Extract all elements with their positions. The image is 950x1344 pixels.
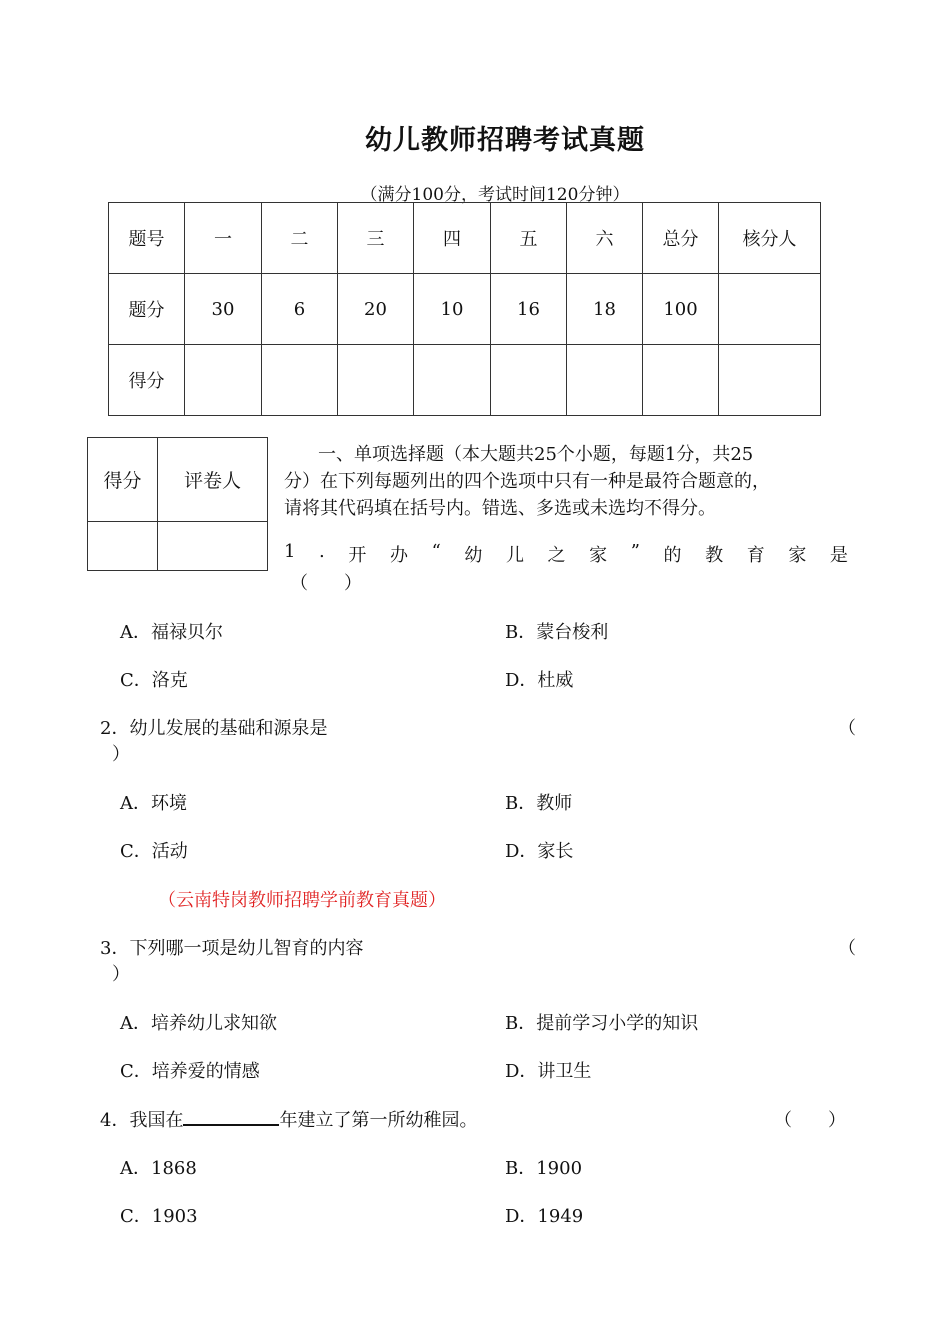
q1-char: ” [630,541,640,562]
answer-bracket-open: （ [838,938,856,959]
option-a: A．环境 [120,793,187,814]
option-c: C．培养爱的情感 [120,1061,260,1082]
grader-score-label: 得分 [88,438,158,522]
instruction-line: 一、单项选择题（本大题共25个小题，每题1分，共25 [318,444,754,465]
option-c: C．活动 [120,841,188,862]
section1-instructions [284,441,832,522]
q1-char: “ [431,541,441,562]
points-cell: 18 [567,274,643,345]
header-cell: 核分人 [719,203,821,274]
q1-char: 1 [284,541,296,562]
score-cell [491,345,567,416]
q4-text-before: 4．我国在 [100,1110,184,1131]
score-cell [185,345,262,416]
q1-char: 育 [746,545,765,566]
question-1-text [284,541,848,567]
header-cell: 六 [567,203,643,274]
option-b: B．蒙台梭利 [505,622,609,643]
points-cell [719,274,821,345]
header-cell: 四 [414,203,491,274]
header-cell: 题号 [109,203,185,274]
points-cell: 6 [262,274,338,345]
exam-subtitle: （满分100分，考试时间120分钟） [360,185,630,205]
points-cell: 30 [185,274,262,345]
points-row [109,274,821,345]
grader-score-cell [88,522,158,571]
page-title: 幼儿教师招聘考试真题 [365,125,645,156]
q4-text-after: 年建立了第一所幼稚园。 [279,1110,478,1131]
option-b: B．提前学习小学的知识 [505,1013,699,1034]
instruction-line: 分）在下列每题列出的四个选项中只有一种是最符合题意的， [284,471,770,492]
q1-char: 之 [547,545,566,566]
score-cell [719,345,821,416]
q1-char: . [319,541,325,562]
grader-name-cell [158,522,268,571]
option-d: D．杜威 [505,670,574,691]
question-2-text: 2．幼儿发展的基础和源泉是 [100,718,328,739]
score-cell [643,345,719,416]
header-cell: 三 [338,203,414,274]
option-d: D．1949 [505,1206,584,1227]
q1-char: 是 [829,545,848,566]
answer-bracket: （ ） [774,1110,846,1131]
answer-bracket: （ ） [290,573,362,594]
option-d: D．家长 [505,841,574,862]
option-a: A．福禄贝尔 [120,622,223,643]
score-row-label: 得分 [109,345,185,416]
points-cell: 题分 [109,274,185,345]
option-d: D．讲卫生 [505,1061,592,1082]
fill-in-blank [183,1108,279,1126]
score-row [109,345,821,416]
score-cell [338,345,414,416]
points-cell: 100 [643,274,719,345]
question-4-text [100,1106,477,1132]
score-cell [567,345,643,416]
option-b: B．教师 [505,793,573,814]
score-table-header-row [109,203,821,274]
q1-char: 教 [705,545,724,566]
points-cell: 20 [338,274,414,345]
points-cell: 16 [491,274,567,345]
score-cell [262,345,338,416]
header-cell: 五 [491,203,567,274]
header-cell: 总分 [643,203,719,274]
score-cell [414,345,491,416]
grader-name-label: 评卷人 [158,438,268,522]
option-b: B．1900 [505,1158,583,1179]
q1-char: 家 [788,545,807,566]
q1-char: 儿 [505,545,524,566]
score-table [108,202,821,416]
option-a: A．1868 [120,1158,197,1179]
source-note: （云南特岗教师招聘学前教育真题） [158,890,446,911]
points-cell: 10 [414,274,491,345]
option-a: A．培养幼儿求知欲 [120,1013,277,1034]
option-c: C．1903 [120,1206,198,1227]
q1-char: 的 [663,545,682,566]
q1-char: 开 [348,545,367,566]
answer-bracket-close: ） [112,964,130,985]
instruction-line: 请将其代码填在括号内。错选、多选或未选均不得分。 [284,498,716,519]
question-3-text: 3．下列哪一项是幼儿智育的内容 [100,938,364,959]
answer-bracket-open: （ [838,718,856,739]
header-cell: 一 [185,203,262,274]
option-c: C．洛克 [120,670,188,691]
grader-table [87,437,268,571]
answer-bracket-close: ） [112,744,130,765]
header-cell: 二 [262,203,338,274]
q1-char: 家 [589,545,608,566]
q1-char: 办 [389,545,408,566]
q1-char: 幼 [464,545,483,566]
